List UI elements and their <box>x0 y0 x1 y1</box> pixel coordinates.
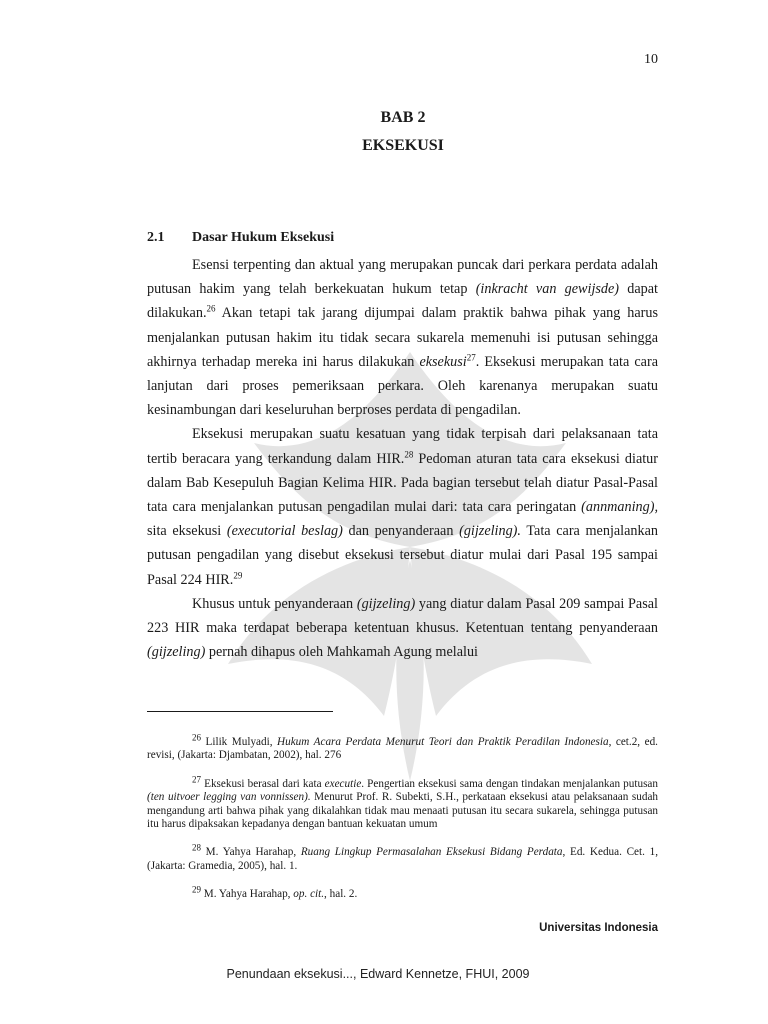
chapter-heading <box>0 104 768 160</box>
italic-term: (annmaning), <box>581 499 658 516</box>
text-run: . Pengertian eksekusi sama dengan tindakan menjalankan putusan <box>361 777 658 790</box>
italic-term: (gijzeling) <box>147 644 206 661</box>
footnote-28 <box>147 842 658 873</box>
footnote-ref[interactable]: 29 <box>233 569 243 580</box>
footnote-29 <box>147 884 658 901</box>
text-run: dan penyanderaan <box>342 523 460 540</box>
italic-title: Ruang Lingkup Permasalahan Eksekusi Bidang Perdata <box>300 846 563 859</box>
footnote-27 <box>147 774 658 832</box>
text-run: Pedoman aturan tata cara eksekusi diatur dalam Bab Kesepuluh Bagian Kelima HIR. Pada bagian tersebut telah diatur Pasal-Pasal tata cara menjalankan putusan pengadilan mulai dari: tata cara peringatan <box>147 450 658 516</box>
italic-title: Hukum Acara Perdata Menurut Teori dan Praktik Peradilan Indonesia <box>277 736 609 748</box>
footnote-number: 26 <box>192 732 201 743</box>
italic-term: eksekusi <box>419 353 467 370</box>
footnotes <box>147 732 658 917</box>
footnote-26 <box>147 732 658 763</box>
paragraph-3 <box>147 592 658 665</box>
footnote-divider <box>147 711 333 712</box>
italic-term: op. cit. <box>293 888 325 901</box>
text-run: Lilik Mulyadi, <box>201 736 278 748</box>
text-run: Eksekusi berasal dari kata <box>201 777 325 790</box>
italic-term: (executorial beslag) <box>226 523 343 540</box>
footnote-ref[interactable]: 26 <box>206 303 216 314</box>
chapter-title: EKSEKUSI <box>362 137 444 154</box>
text-run: yang diatur dalam Pasal 209 sampai Pasal 223 HIR maka terdapat beberapa ketentuan khusus. Ketentuan tentang penyanderaan <box>147 595 658 637</box>
page-number: 10 <box>644 52 658 67</box>
italic-term: (ten uitvoer legging van vonnissen). <box>147 791 311 804</box>
text-run: Akan tetapi tak jarang dijumpai dalam praktik bahwa pihak yang harus menjalankan putusan hakim itu tidak secara sukarela memenuhi isi putusan sehingga akhirnya terhadap mereka ini harus dilakukan <box>147 305 658 370</box>
text-run: sita eksekusi <box>147 523 227 540</box>
page-footer: Penundaan eksekusi..., Edward Kennetze, FHUI, 2009 <box>226 967 530 981</box>
italic-term: executie <box>324 777 362 790</box>
section-number: 2.1 <box>147 230 165 245</box>
section-title: Dasar Hukum Eksekusi <box>192 230 335 245</box>
text-run: Tata cara menjalankan putusan pengadilan yang disebut eksekusi tersebut diatur mulai dari Pasal 195 sampai Pasal 224 HIR. <box>147 523 658 588</box>
text-run: pernah dihapus oleh Mahkamah Agung melalui <box>205 644 478 661</box>
footnote-number: 29 <box>192 884 201 895</box>
text-run: Eksekusi merupakan suatu kesatuan yang tidak terpisah dari pelaksanaan tata tertib beracara yang terkandung dalam HIR. <box>147 426 658 467</box>
text-run: Menurut Prof. R. Subekti, S.H., perkataan eksekusi atau pelaksanaan sudah mengandung arti bahwa pihak yang dikalahkan tidak mau menaati putusan itu secara sukarela, sehingga putusan itu harus dipaksakan kepadanya dengan bantuan kekuatan umum <box>147 791 658 831</box>
text-run: . Eksekusi merupakan tata cara lanjutan dari proses pemeriksaan perkara. Oleh karenanya merupakan suatu kesinambungan dari keseluruhan berproses perdata di pengadilan. <box>147 353 658 419</box>
footnote-ref[interactable]: 28 <box>404 448 414 459</box>
text-run: M. Yahya Harahap, <box>201 846 301 859</box>
text-run: dapat dilakukan. <box>147 281 658 322</box>
chapter-number: BAB 2 <box>380 109 426 126</box>
italic-term: (gijzeling). <box>459 523 521 540</box>
text-run: Esensi terpenting dan aktual yang merupakan puncak dari perkara perdata adalah putusan hakim yang telah berkekuatan hukum tetap <box>147 257 658 298</box>
text-run: , cet.2, ed. revisi, (Jakarta: Djambatan, 2002), hal. 276 <box>147 736 658 762</box>
footnote-number: 27 <box>192 774 201 785</box>
footnote-number: 28 <box>192 842 201 853</box>
italic-term: (gijzeling) <box>356 595 416 612</box>
text-run: Khusus untuk penyanderaan <box>192 595 357 612</box>
university-name: Universitas Indonesia <box>539 922 658 934</box>
body-text <box>147 253 658 664</box>
paragraph-1 <box>147 253 658 422</box>
paragraph-2 <box>147 422 658 591</box>
section-heading <box>147 230 334 246</box>
text-run: , hal. 2. <box>324 888 358 901</box>
text-run: M. Yahya Harahap, <box>201 888 294 901</box>
footnote-ref[interactable]: 27 <box>466 352 476 363</box>
text-run: , Ed. Kedua. Cet. 1, (Jakarta: Gramedia, 2005), hal. 1. <box>147 846 658 872</box>
italic-term: (inkracht van gewijsde) <box>475 281 620 298</box>
